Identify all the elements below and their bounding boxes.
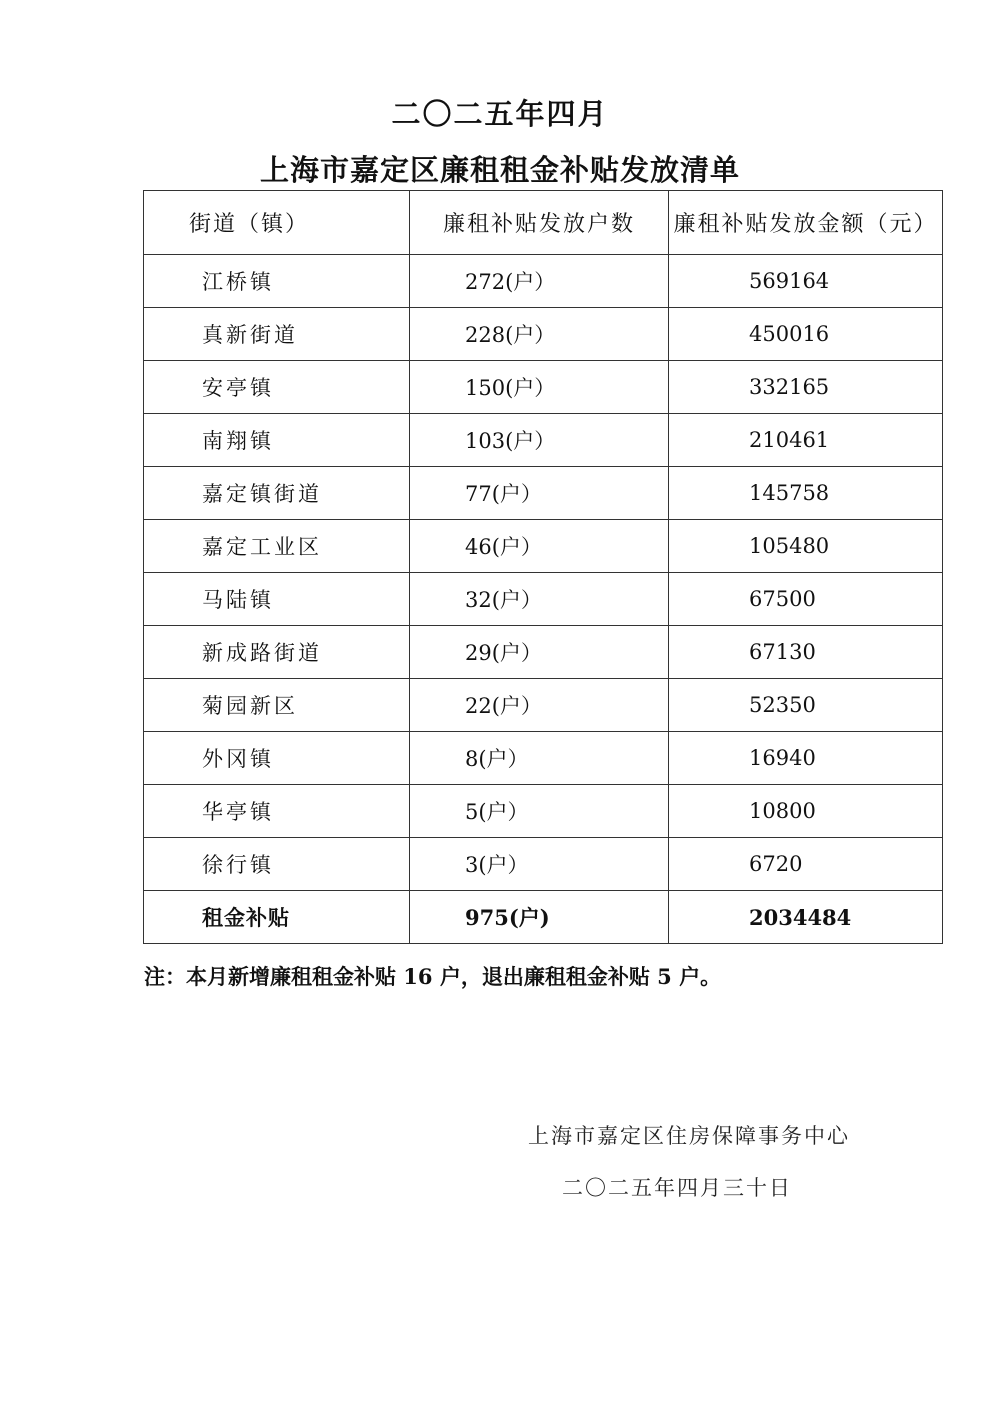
- table-row: [144, 573, 943, 626]
- count-cell: 8(户）: [410, 732, 669, 785]
- count-cell: 150(户）: [410, 361, 669, 414]
- amount-cell: 16940: [669, 732, 943, 785]
- count-cell: 77(户）: [410, 467, 669, 520]
- street-cell: 安亭镇: [144, 361, 410, 414]
- table-row: [144, 414, 943, 467]
- street-cell: 嘉定镇街道: [144, 467, 410, 520]
- count-cell: 46(户）: [410, 520, 669, 573]
- count-cell: 5(户）: [410, 785, 669, 838]
- issuing-organization: 上海市嘉定区住房保障事务中心: [528, 1124, 850, 1148]
- count-cell: 228(户）: [410, 308, 669, 361]
- count-cell: 22(户）: [410, 679, 669, 732]
- table-row: [144, 785, 943, 838]
- column-header-street: 街道（镇）: [144, 191, 410, 255]
- street-cell: 华亭镇: [144, 785, 410, 838]
- street-cell: 菊园新区: [144, 679, 410, 732]
- total-label: 租金补贴: [144, 891, 410, 944]
- amount-cell: 450016: [669, 308, 943, 361]
- street-cell: 徐行镇: [144, 838, 410, 891]
- document-date-heading: 二〇二五年四月: [391, 97, 609, 131]
- column-header-amount: 廉租补贴发放金额（元）: [669, 191, 943, 255]
- table-row: [144, 732, 943, 785]
- street-cell: 南翔镇: [144, 414, 410, 467]
- amount-cell: 569164: [669, 255, 943, 308]
- street-cell: 马陆镇: [144, 573, 410, 626]
- count-cell: 103(户）: [410, 414, 669, 467]
- amount-cell: 145758: [669, 467, 943, 520]
- column-header-household-count: 廉租补贴发放户数: [410, 191, 669, 255]
- street-cell: 江桥镇: [144, 255, 410, 308]
- table-header-row: [144, 191, 943, 255]
- table-row: [144, 255, 943, 308]
- amount-cell: 67500: [669, 573, 943, 626]
- table-row: [144, 467, 943, 520]
- total-amount: 2034484: [669, 891, 943, 944]
- amount-cell: 52350: [669, 679, 943, 732]
- table-row: [144, 361, 943, 414]
- table-row: [144, 520, 943, 573]
- total-count: 975(户): [410, 891, 669, 944]
- table-row: [144, 838, 943, 891]
- count-cell: 32(户）: [410, 573, 669, 626]
- amount-cell: 332165: [669, 361, 943, 414]
- street-cell: 真新街道: [144, 308, 410, 361]
- subsidy-table: [143, 190, 943, 944]
- amount-cell: 67130: [669, 626, 943, 679]
- count-cell: 3(户）: [410, 838, 669, 891]
- document-title: 上海市嘉定区廉租租金补贴发放清单: [259, 153, 740, 187]
- footnote: 注：本月新增廉租租金补贴 16 户，退出廉租租金补贴 5 户。: [144, 964, 722, 989]
- street-cell: 新成路街道: [144, 626, 410, 679]
- amount-cell: 105480: [669, 520, 943, 573]
- total-row: [144, 891, 943, 944]
- table-row: [144, 626, 943, 679]
- amount-cell: 6720: [669, 838, 943, 891]
- amount-cell: 210461: [669, 414, 943, 467]
- street-cell: 外冈镇: [144, 732, 410, 785]
- table-row: [144, 679, 943, 732]
- count-cell: 272(户）: [410, 255, 669, 308]
- issue-date: 二〇二五年四月三十日: [562, 1176, 792, 1200]
- street-cell: 嘉定工业区: [144, 520, 410, 573]
- table-row: [144, 308, 943, 361]
- amount-cell: 10800: [669, 785, 943, 838]
- count-cell: 29(户）: [410, 626, 669, 679]
